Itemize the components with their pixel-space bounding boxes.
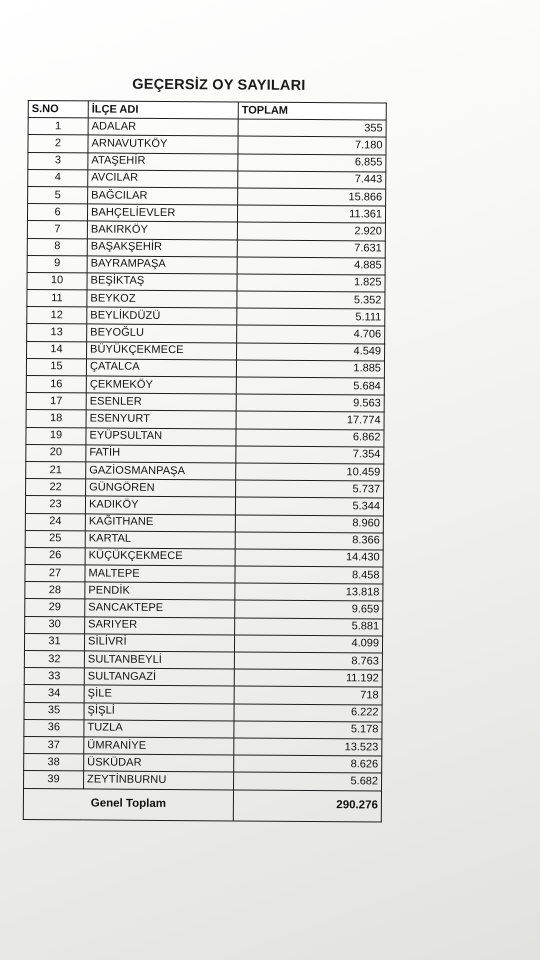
row-total: 8.366	[235, 532, 383, 550]
row-sno: 2	[28, 135, 88, 153]
row-district-name: ZEYTİNBURNU	[84, 771, 234, 789]
row-district-name: BAYRAMPAŞA	[87, 256, 237, 274]
row-total: 7.631	[237, 239, 385, 257]
row-total: 7.443	[238, 171, 386, 189]
row-sno: 1	[28, 118, 88, 136]
row-sno: 26	[25, 547, 85, 565]
row-sno: 4	[28, 169, 88, 187]
row-sno: 14	[27, 341, 87, 359]
row-district-name: BEYOĞLU	[87, 324, 237, 342]
row-sno: 35	[24, 702, 84, 720]
row-sno: 27	[25, 565, 85, 583]
results-table	[23, 100, 387, 822]
row-total: 5.178	[234, 721, 382, 739]
row-district-name: BAŞAKŞEHİR	[87, 238, 237, 256]
row-district-name: SİLİVRİ	[84, 634, 234, 652]
row-total: 1.825	[237, 274, 385, 292]
row-sno: 38	[24, 754, 84, 772]
row-district-name: ŞİLE	[84, 685, 234, 703]
row-district-name: ÇATALCA	[86, 359, 236, 377]
row-total: 7.180	[238, 136, 386, 154]
row-sno: 33	[24, 668, 84, 686]
row-district-name: ADALAR	[88, 118, 238, 136]
row-district-name: BAKIRKÖY	[87, 221, 237, 239]
page-title: GEÇERSİZ OY SAYILARI	[132, 76, 306, 94]
row-sno: 29	[25, 599, 85, 617]
grand-total-row	[23, 788, 381, 821]
row-total: 5.352	[237, 291, 385, 309]
header-sno: S.NO	[28, 101, 88, 119]
row-total: 6.862	[236, 429, 384, 447]
row-total: 1.885	[236, 360, 384, 378]
row-total: 5.881	[235, 618, 383, 636]
row-district-name: BEYLİKDÜZÜ	[87, 307, 237, 325]
document	[23, 74, 388, 822]
grand-total-label: Genel Toplam	[23, 788, 233, 820]
row-sno: 6	[27, 204, 87, 222]
row-total: 5.684	[236, 377, 384, 395]
row-sno: 31	[24, 633, 84, 651]
row-district-name: FATİH	[86, 445, 236, 463]
row-district-name: BAHÇELİEVLER	[87, 204, 237, 222]
row-sno: 7	[27, 221, 87, 239]
row-total: 6.855	[238, 154, 386, 172]
header-district: İLÇE ADI	[88, 101, 238, 119]
row-total: 355	[238, 119, 386, 137]
row-district-name: AVCILAR	[88, 170, 238, 188]
row-total: 8.763	[234, 652, 382, 670]
row-total: 5.111	[237, 308, 385, 326]
row-sno: 8	[27, 238, 87, 256]
row-sno: 10	[27, 272, 87, 290]
row-total: 4.706	[237, 325, 385, 343]
row-sno: 9	[27, 255, 87, 273]
row-sno: 5	[28, 186, 88, 204]
row-district-name: KAĞITHANE	[85, 513, 235, 531]
row-district-name: SARIYER	[85, 617, 235, 635]
row-district-name: BEŞİKTAŞ	[87, 273, 237, 291]
row-sno: 18	[26, 410, 86, 428]
row-district-name: SANCAKTEPE	[85, 599, 235, 617]
row-district-name: KARTAL	[85, 531, 235, 549]
row-sno: 23	[25, 496, 85, 514]
row-district-name: ŞİŞLİ	[84, 702, 234, 720]
row-district-name: EYÜPSULTAN	[86, 427, 236, 445]
row-total: 4.885	[237, 257, 385, 275]
row-district-name: GÜNGÖREN	[86, 479, 236, 497]
row-district-name: KADIKÖY	[85, 496, 235, 514]
row-sno: 25	[25, 530, 85, 548]
row-sno: 12	[27, 307, 87, 325]
row-total: 9.659	[235, 600, 383, 618]
row-district-name: KÜÇÜKÇEKMECE	[85, 548, 235, 566]
row-sno: 17	[26, 393, 86, 411]
row-sno: 34	[24, 685, 84, 703]
row-district-name: SULTANGAZİ	[84, 668, 234, 686]
row-district-name: ESENYURT	[86, 410, 236, 428]
row-district-name: BAĞCILAR	[88, 187, 238, 205]
row-sno: 19	[26, 427, 86, 445]
grand-total-value: 290.276	[233, 789, 381, 821]
row-total: 8.626	[234, 755, 382, 773]
row-sno: 32	[24, 650, 84, 668]
row-total: 11.361	[237, 205, 385, 223]
row-sno: 3	[28, 152, 88, 170]
row-sno: 37	[24, 736, 84, 754]
row-district-name: BEYKOZ	[87, 290, 237, 308]
row-district-name: ARNAVUTKÖY	[88, 135, 238, 153]
row-sno: 24	[25, 513, 85, 531]
row-sno: 36	[24, 719, 84, 737]
row-total: 4.549	[237, 343, 385, 361]
row-total: 5.344	[235, 497, 383, 515]
row-total: 6.222	[234, 704, 382, 722]
row-district-name: PENDİK	[85, 582, 235, 600]
row-district-name: ESENLER	[86, 393, 236, 411]
row-total: 17.774	[236, 411, 384, 429]
row-district-name: ÜSKÜDAR	[84, 754, 234, 772]
row-district-name: ATAŞEHİR	[88, 152, 238, 170]
row-total: 5.682	[234, 772, 382, 790]
row-total: 2.920	[237, 222, 385, 240]
row-total: 14.430	[235, 549, 383, 567]
row-total: 4.099	[234, 635, 382, 653]
row-total: 8.458	[235, 566, 383, 584]
row-sno: 22	[26, 479, 86, 497]
row-total: 13.523	[234, 738, 382, 756]
row-sno: 16	[26, 375, 86, 393]
row-total: 11.192	[234, 669, 382, 687]
row-total: 7.354	[236, 446, 384, 464]
row-sno: 28	[25, 582, 85, 600]
row-total: 13.818	[235, 583, 383, 601]
row-sno: 39	[24, 771, 84, 789]
table-body	[23, 118, 386, 822]
row-total: 15.866	[238, 188, 386, 206]
row-district-name: ÜMRANİYE	[84, 737, 234, 755]
row-total: 5.737	[236, 480, 384, 498]
row-district-name: SULTANBEYLİ	[84, 651, 234, 669]
row-district-name: ÇEKMEKÖY	[86, 376, 236, 394]
row-total: 718	[234, 686, 382, 704]
row-total: 8.960	[235, 514, 383, 532]
row-sno: 15	[26, 358, 86, 376]
row-district-name: TUZLA	[84, 720, 234, 738]
row-sno: 11	[27, 290, 87, 308]
row-district-name: GAZİOSMANPAŞA	[86, 462, 236, 480]
row-sno: 13	[27, 324, 87, 342]
row-district-name: BÜYÜKÇEKMECE	[87, 342, 237, 360]
row-sno: 20	[26, 444, 86, 462]
row-district-name: MALTEPE	[85, 565, 235, 583]
header-total: TOPLAM	[238, 102, 386, 120]
row-total: 10.459	[236, 463, 384, 481]
row-sno: 21	[26, 461, 86, 479]
row-sno: 30	[25, 616, 85, 634]
row-total: 9.563	[236, 394, 384, 412]
